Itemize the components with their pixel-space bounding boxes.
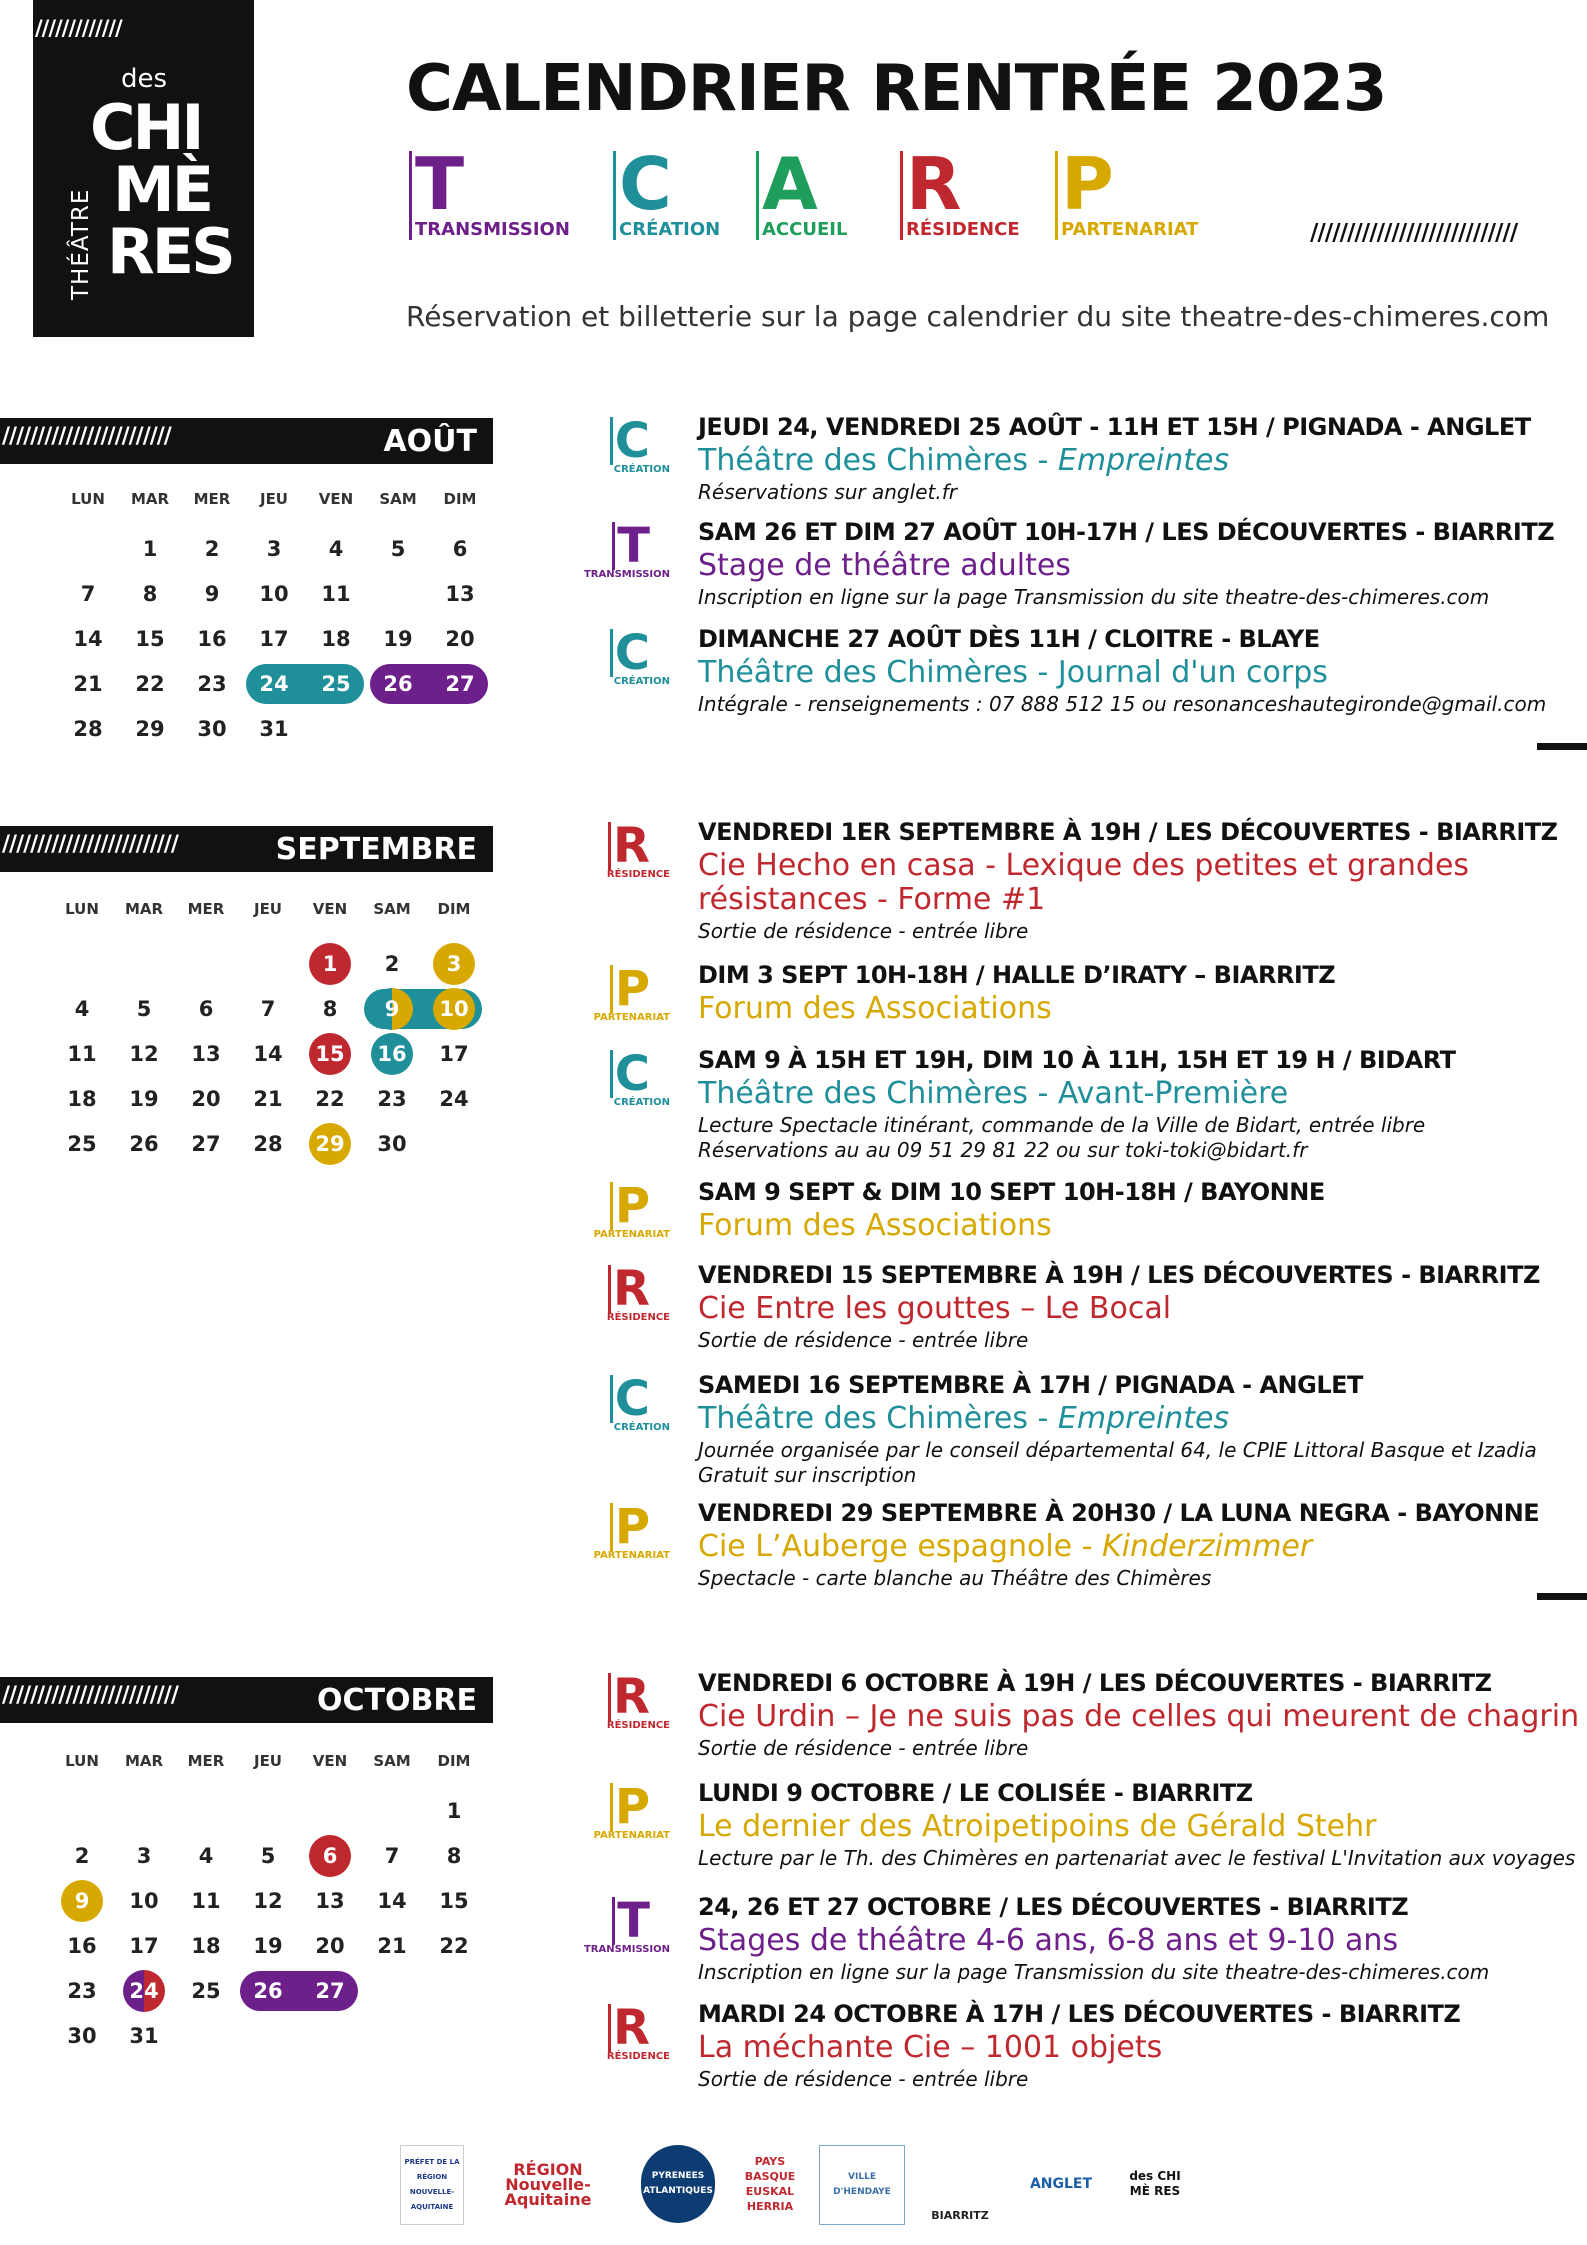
calendar-day: 3	[446, 952, 462, 976]
event-note: Spectacle - carte blanche au Théâtre des Chimères	[698, 1566, 1212, 1590]
event-title-text: Cie Urdin – Je ne suis pas de celles qui meurent de chagrin	[698, 1699, 1580, 1734]
calendar-day: 9	[384, 997, 400, 1021]
month-slashes: /////////////////////////	[2, 832, 178, 857]
event-date-location: SAMEDI 16 SEPTEMBRE À 17H / PIGNADA - ANGLET	[698, 1371, 1363, 1399]
weekday-header: DIM	[437, 900, 471, 918]
calendar-day: 23	[377, 1087, 407, 1111]
weekday-header: LUN	[71, 490, 105, 508]
month-slashes: /////////////////////////	[2, 1683, 178, 1708]
calendar-day: 15	[315, 1042, 345, 1066]
weekday-header: MAR	[124, 900, 164, 918]
badge-letter: R	[608, 1673, 650, 1721]
partner-logo-anglet: ANGLET	[1029, 2175, 1093, 2192]
logo-des: des	[121, 64, 168, 94]
calendar-day: 25	[191, 1979, 221, 2003]
event-title-text: Théâtre des Chimères -	[698, 1401, 1058, 1436]
calendar-day: 13	[445, 582, 475, 606]
badge-label: CRÉATION	[613, 1097, 670, 1108]
badge-letter: R	[608, 1265, 650, 1313]
event-note: Sortie de résidence - entrée libre	[698, 919, 1029, 943]
calendar-day: 4	[74, 997, 90, 1021]
calendar-day: 10	[439, 997, 469, 1021]
calendar-day: 6	[198, 997, 214, 1021]
calendar-day: 22	[135, 672, 165, 696]
month-name: SEPTEMBRE	[275, 832, 477, 867]
event-note: Gratuit sur inscription	[698, 1463, 917, 1487]
calendar-day: 21	[253, 1087, 283, 1111]
event-title	[698, 1924, 1587, 1958]
category-letter: A	[762, 142, 818, 226]
page-title: CALENDRIER RENTRÉE 2023	[406, 52, 1387, 126]
calendar-day: 9	[74, 1889, 90, 1913]
calendar-day: 2	[204, 537, 220, 561]
calendar-day: 27	[445, 672, 475, 696]
event-note: Sortie de résidence - entrée libre	[698, 2067, 1029, 2091]
calendar-day: 20	[315, 1934, 345, 1958]
event-title	[698, 1700, 1587, 1734]
event-title-text: Forum des Associations	[698, 991, 1052, 1026]
month-bar-octobre	[0, 1677, 493, 1723]
calendar-day: 5	[136, 997, 152, 1021]
calendar-day: 8	[446, 1844, 462, 1868]
calendar-day: 28	[253, 1132, 283, 1156]
badge-letter: C	[610, 1050, 650, 1098]
calendar-day: 12	[129, 1042, 159, 1066]
weekday-header: VEN	[312, 1752, 348, 1770]
calendar-day: 25	[321, 672, 351, 696]
calendar-day: 3	[266, 537, 282, 561]
event-title-text: La méchante Cie – 1001 objets	[698, 2030, 1163, 2065]
event-title-text: Forum des Associations	[698, 1208, 1052, 1243]
calendar-day: 23	[67, 1979, 97, 2003]
calendar-day: 15	[439, 1889, 469, 1913]
event-title	[698, 1402, 1587, 1436]
badge-label: PARTENARIAT	[593, 1830, 670, 1841]
calendar-day: 8	[142, 582, 158, 606]
partner-logos	[395, 2145, 1195, 2230]
event-title-text: Cie Hecho en casa - Lexique des petites et grandes résistances - Forme #1	[698, 848, 1470, 917]
calendar-day: 17	[129, 1934, 159, 1958]
calendar-day: 26	[253, 1979, 283, 2003]
event-date-location: 24, 26 ET 27 OCTOBRE / LES DÉCOUVERTES - BIARRITZ	[698, 1893, 1409, 1921]
calendar-day: 17	[439, 1042, 469, 1066]
event-date-location: MARDI 24 OCTOBRE À 17H / LES DÉCOUVERTES - BIARRITZ	[698, 2000, 1461, 2028]
event-title-text: Cie Entre les gouttes – Le Bocal	[698, 1291, 1172, 1326]
month-name: OCTOBRE	[317, 1683, 477, 1718]
calendar-day: 20	[191, 1087, 221, 1111]
event-title	[698, 992, 1587, 1026]
calendar-day: 22	[315, 1087, 345, 1111]
weekday-header: JEU	[253, 900, 282, 918]
calendar-day: 7	[80, 582, 96, 606]
calendar-day: 29	[135, 717, 165, 741]
logo-theatre: THÉÂTRE	[68, 188, 94, 300]
badge-label: RÉSIDENCE	[606, 2051, 670, 2062]
partner-logo-pyrenees: PYRENEES ATLANTIQUES	[641, 2145, 715, 2223]
event-title	[698, 849, 1587, 917]
calendar-day: 20	[445, 627, 475, 651]
weekday-header: LUN	[65, 1752, 99, 1770]
weekday-header: JEU	[253, 1752, 282, 1770]
calendar-day: 13	[191, 1042, 221, 1066]
calendar-day: 14	[377, 1889, 407, 1913]
calendar-day: 26	[383, 672, 413, 696]
partner-logo-prefet: PRÉFET DE LA RÉGION NOUVELLE-AQUITAINE	[400, 2145, 464, 2225]
calendar-day: 31	[129, 2024, 159, 2048]
event-date-location: VENDREDI 29 SEPTEMBRE À 20H30 / LA LUNA NEGRA - BAYONNE	[698, 1499, 1540, 1527]
event-title-text: Théâtre des Chimères -	[698, 443, 1058, 478]
theatre-logo	[33, 0, 254, 337]
calendar-day: 11	[67, 1042, 97, 1066]
event-date-location: DIM 3 SEPT 10H-18H / HALLE D’IRATY – BIARRITZ	[698, 961, 1336, 989]
weekday-header: DIM	[437, 1752, 471, 1770]
month-bar-septembre	[0, 826, 493, 872]
event-date-location: VENDREDI 1ER SEPTEMBRE À 19H / LES DÉCOUVERTES - BIARRITZ	[698, 818, 1558, 846]
event-note: Intégrale - renseignements : 07 888 512 15 ou resonanceshautegironde@gmail.com	[698, 692, 1547, 716]
calendar-day: 7	[384, 1844, 400, 1868]
event-title-text: Le dernier des Atroipetipoins de Gérald Stehr	[698, 1809, 1377, 1844]
calendar-day: 16	[197, 627, 227, 651]
badge-label: TRANSMISSION	[583, 569, 670, 580]
category-letter: T	[415, 142, 465, 226]
calendar-day: 11	[191, 1889, 221, 1913]
weekday-header: SAM	[373, 900, 411, 918]
calendar-day: 19	[383, 627, 413, 651]
weekday-header: SAM	[373, 1752, 411, 1770]
calendar-day: 6	[322, 1844, 338, 1868]
weekday-header: LUN	[65, 900, 99, 918]
calendar-day: 26	[129, 1132, 159, 1156]
calendar-day: 28	[73, 717, 103, 741]
event-title-text: Théâtre des Chimères - Journal d'un corps	[698, 655, 1328, 690]
category-transmission	[409, 142, 570, 240]
category-creation	[613, 142, 721, 240]
badge-letter: C	[610, 629, 650, 677]
badge-label: PARTENARIAT	[593, 1012, 670, 1023]
weekday-header: MER	[187, 900, 225, 918]
event-title-text: Théâtre des Chimères - Avant-Première	[698, 1076, 1289, 1111]
badge-letter: P	[610, 1503, 650, 1551]
event-title	[698, 1810, 1587, 1844]
calendar-day: 21	[73, 672, 103, 696]
badge-label: RÉSIDENCE	[606, 1720, 670, 1731]
calendar-day: 15	[135, 627, 165, 651]
badge-letter: R	[608, 822, 650, 870]
calendar-day: 10	[129, 1889, 159, 1913]
month-slashes: ////////////////////////	[2, 424, 171, 449]
calendar-day: 25	[67, 1132, 97, 1156]
category-letter: P	[1061, 142, 1114, 226]
category-label: CRÉATION	[619, 219, 721, 240]
calendar-day: 5	[260, 1844, 276, 1868]
event-note: Réservations au au 09 51 29 81 22 ou sur toki-toki@bidart.fr	[698, 1138, 1308, 1162]
calendar-day: 21	[377, 1934, 407, 1958]
badge-label: PARTENARIAT	[593, 1550, 670, 1561]
partner-logo-chimeres: des CHI MÈ RES	[1129, 2169, 1181, 2198]
calendar-day: 12	[253, 1889, 283, 1913]
event-date-location: SAM 26 ET DIM 27 AOÛT 10H-17H / LES DÉCOUVERTES - BIARRITZ	[698, 518, 1555, 546]
weekday-header: MER	[187, 1752, 225, 1770]
calendar-day: 9	[204, 582, 220, 606]
calendar-day: 1	[446, 1799, 462, 1823]
event-note: Lecture Spectacle itinérant, commande de la Ville de Bidart, entrée libre	[698, 1113, 1426, 1137]
category-label: TRANSMISSION	[415, 219, 570, 240]
calendar-day: 8	[322, 997, 338, 1021]
calendar-day: 18	[321, 627, 351, 651]
calendar-day: 24	[129, 1979, 159, 2003]
calendar-day: 4	[328, 537, 344, 561]
partner-logo-hendaye: VILLE D'HENDAYE	[819, 2145, 905, 2225]
event-note: Sortie de résidence - entrée libre	[698, 1328, 1029, 1352]
calendar-day: 24	[259, 672, 289, 696]
calendar-day: 30	[197, 717, 227, 741]
calendar-day: 27	[191, 1132, 221, 1156]
header-slashes: ////////////////////////////	[1310, 220, 1518, 246]
badge-letter: P	[610, 1783, 650, 1831]
weekday-header: VEN	[318, 490, 354, 508]
partner-logo-biarritz: BIARRITZ	[931, 2209, 989, 2222]
badge-label: PARTENARIAT	[593, 1229, 670, 1240]
calendar-day: 7	[260, 997, 276, 1021]
event-title-italic: Kinderzimmer	[1102, 1529, 1313, 1564]
category-letter: C	[619, 142, 672, 226]
weekday-header: MAR	[130, 490, 170, 508]
event-title-italic: Empreintes	[1057, 1401, 1230, 1436]
section-dash	[1537, 743, 1587, 750]
event-date-location: JEUDI 24, VENDREDI 25 AOÛT - 11H ET 15H / PIGNADA - ANGLET	[698, 413, 1531, 441]
calendar-day: 2	[74, 1844, 90, 1868]
calendar-day: 6	[452, 537, 468, 561]
calendar-day: 16	[67, 1934, 97, 1958]
calendar-day: 1	[322, 952, 338, 976]
weekday-header: MER	[193, 490, 231, 508]
logo-word-2: MÈ	[113, 153, 212, 226]
event-date-location: VENDREDI 15 SEPTEMBRE À 19H / LES DÉCOUVERTES - BIARRITZ	[698, 1261, 1540, 1289]
badge-label: CRÉATION	[613, 1422, 670, 1433]
event-title	[698, 1292, 1587, 1326]
calendar-day: 2	[384, 952, 400, 976]
month-name: AOÛT	[383, 424, 477, 459]
calendar-day: 3	[136, 1844, 152, 1868]
event-title	[698, 444, 1587, 478]
month-bar-aout	[0, 418, 493, 464]
logo-word-3: RES	[107, 215, 233, 288]
badge-letter: P	[610, 1182, 650, 1230]
event-note: Réservations sur anglet.fr	[698, 480, 957, 504]
category-accueil	[756, 142, 848, 240]
event-title-text: Stage de théâtre adultes	[698, 548, 1071, 583]
calendar-day: 30	[67, 2024, 97, 2048]
category-label: RÉSIDENCE	[906, 219, 1020, 240]
event-note: Sortie de résidence - entrée libre	[698, 1736, 1029, 1760]
calendar-day: 18	[67, 1087, 97, 1111]
partner-logo-pays-basque: PAYS BASQUE EUSKAL HERRIA	[744, 2155, 796, 2213]
weekday-header: JEU	[259, 490, 288, 508]
calendar-day: 29	[315, 1132, 345, 1156]
badge-label: CRÉATION	[613, 676, 670, 687]
event-title	[698, 2031, 1587, 2065]
logo-word-1: CHI	[90, 91, 202, 164]
calendar-day: 11	[321, 582, 351, 606]
calendar-day: 19	[129, 1087, 159, 1111]
event-title-text: Stages de théâtre 4-6 ans, 6-8 ans et 9-10 ans	[698, 1923, 1399, 1958]
event-date-location: VENDREDI 6 OCTOBRE À 19H / LES DÉCOUVERTES - BIARRITZ	[698, 1669, 1492, 1697]
calendar-day: 13	[315, 1889, 345, 1913]
event-note: Inscription en ligne sur la page Transmission du site theatre-des-chimeres.com	[698, 585, 1490, 609]
category-partenariat	[1055, 142, 1199, 240]
category-residence	[900, 142, 1020, 240]
calendar-day: 16	[377, 1042, 407, 1066]
calendar-day: 31	[259, 717, 289, 741]
calendar-day: 1	[142, 537, 158, 561]
badge-label: TRANSMISSION	[583, 1944, 670, 1955]
calendar-day: 17	[259, 627, 289, 651]
event-title	[698, 1077, 1587, 1111]
event-title	[698, 1530, 1587, 1564]
event-title	[698, 656, 1587, 690]
logo-slashes: /////////////	[35, 16, 122, 40]
event-title-italic: Empreintes	[1057, 443, 1230, 478]
weekday-header: MAR	[124, 1752, 164, 1770]
event-note: Lecture par le Th. des Chimères en partenariat avec le festival L'Invitation aux voyages	[698, 1846, 1576, 1870]
event-date-location: DIMANCHE 27 AOÛT DÈS 11H / CLOITRE - BLAYE	[698, 625, 1320, 653]
calendar-day: 30	[377, 1132, 407, 1156]
weekday-header: SAM	[379, 490, 417, 508]
calendar-day: 27	[315, 1979, 345, 2003]
section-dash	[1537, 1593, 1587, 1600]
badge-letter: C	[610, 417, 650, 465]
category-label: PARTENARIAT	[1061, 219, 1199, 240]
calendar-day: 22	[439, 1934, 469, 1958]
calendar-day: 4	[198, 1844, 214, 1868]
calendar-day: 23	[197, 672, 227, 696]
calendar-day: 14	[253, 1042, 283, 1066]
badge-label: RÉSIDENCE	[606, 1312, 670, 1323]
weekday-header: DIM	[443, 490, 477, 508]
calendar-day: 19	[253, 1934, 283, 1958]
reservation-text: Réservation et billetterie sur la page calendrier du site theatre-des-chimeres.com	[406, 300, 1550, 333]
category-label: ACCUEIL	[762, 219, 848, 240]
event-date-location: SAM 9 SEPT & DIM 10 SEPT 10H-18H / BAYONNE	[698, 1178, 1325, 1206]
event-note: Journée organisée par le conseil départemental 64, le CPIE Littoral Basque et Izadia	[698, 1438, 1537, 1462]
calendar-day: 18	[191, 1934, 221, 1958]
event-date-location: LUNDI 9 OCTOBRE / LE COLISÉE - BIARRITZ	[698, 1779, 1253, 1807]
badge-letter: R	[608, 2004, 650, 2052]
calendar-day: 24	[439, 1087, 469, 1111]
badge-label: CRÉATION	[613, 464, 670, 475]
calendar-day: 14	[73, 627, 103, 651]
weekday-header: VEN	[312, 900, 348, 918]
badge-letter: P	[610, 965, 650, 1013]
badge-letter: C	[610, 1375, 650, 1423]
badge-letter: T	[612, 1897, 650, 1945]
calendar-day: 10	[259, 582, 289, 606]
category-letter: R	[906, 142, 962, 226]
partner-logo-region: RÉGION Nouvelle-Aquitaine	[504, 2159, 592, 2209]
event-title	[698, 1209, 1587, 1243]
calendar-day: 5	[390, 537, 406, 561]
badge-label: RÉSIDENCE	[606, 869, 670, 880]
badge-letter: T	[612, 522, 650, 570]
event-title	[698, 549, 1587, 583]
event-date-location: SAM 9 À 15H ET 19H, DIM 10 À 11H, 15H ET 19 H / BIDART	[698, 1046, 1456, 1074]
event-note: Inscription en ligne sur la page Transmission du site theatre-des-chimeres.com	[698, 1960, 1490, 1984]
event-title-text: Cie L’Auberge espagnole -	[698, 1529, 1103, 1564]
